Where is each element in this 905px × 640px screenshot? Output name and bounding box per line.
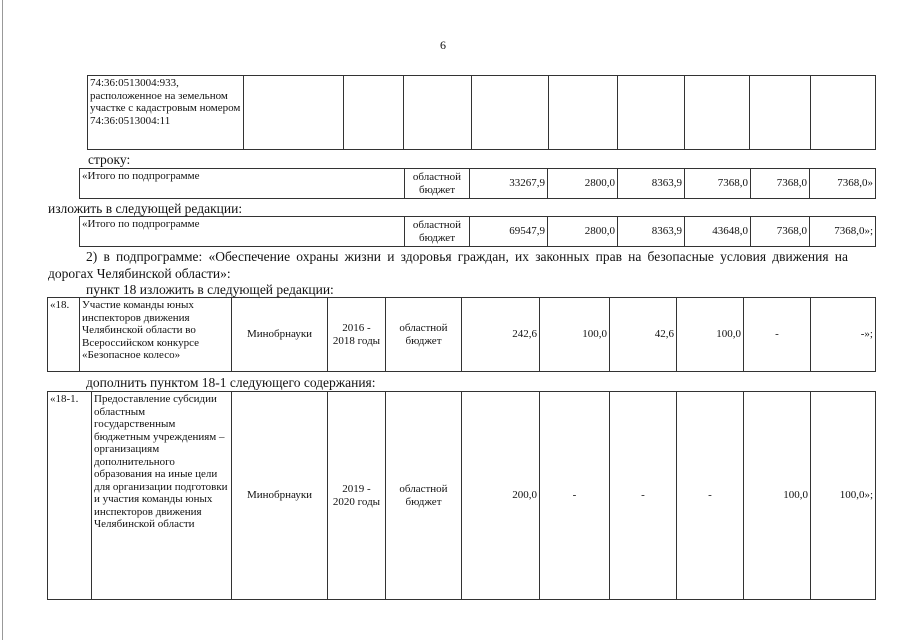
izlozhit-label: изложить в следующей редакции: bbox=[48, 201, 243, 216]
row-number: «18-1. bbox=[48, 392, 92, 600]
years: 2019 - 2020 годы bbox=[328, 392, 386, 600]
value-cell: 8363,9 bbox=[618, 217, 685, 247]
value-cell: 100,0»; bbox=[811, 392, 876, 600]
funding-source: областной бюджет bbox=[386, 298, 462, 372]
row-name: «Итого по подпрограмме bbox=[80, 217, 405, 247]
row-number: «18. bbox=[48, 298, 80, 372]
value-cell: 42,6 bbox=[610, 298, 677, 372]
value-cell: 7368,0 bbox=[685, 169, 751, 199]
row-name: Участие команды юных инспекторов движения Челябинской области во Всероссийском конкурсе «Безопасное колесо» bbox=[80, 298, 232, 372]
value-cell: 8363,9 bbox=[618, 169, 685, 199]
table-row bbox=[48, 298, 876, 372]
old-total-row-table bbox=[79, 168, 876, 199]
value-cell: 200,0 bbox=[462, 392, 540, 600]
value-cell: - bbox=[540, 392, 610, 600]
page-edge-rule bbox=[2, 0, 3, 640]
value-cell: -»; bbox=[811, 298, 876, 372]
executor: Минобрнауки bbox=[232, 298, 328, 372]
table-row bbox=[80, 217, 876, 247]
row-name: Предоставление субсидии областным государственным бюджетным учреждениям – организациям дополнительного образования на иные цели для организации подготовки и участия команды юных инспекторов движения Челябинской области bbox=[92, 392, 232, 600]
paragraph-2: 2) в подпрограмме: «Обеспечение охраны жизни и здоровья граждан, их законных прав на безопасные условия движения на дорогах Челябинской области»: bbox=[48, 249, 848, 281]
dopolnit-label: дополнить пунктом 18-1 следующего содержания: bbox=[86, 375, 376, 390]
funding-source: областной бюджет bbox=[405, 169, 470, 199]
row-18-table bbox=[47, 297, 876, 372]
object-name-cell: 74:36:0513004:933, расположенное на земельном участке с кадастровым номером 74:36:0513004:11 bbox=[88, 76, 244, 150]
stroku-label: строку: bbox=[88, 152, 131, 167]
funding-source: областной бюджет bbox=[386, 392, 462, 600]
value-cell: 7368,0 bbox=[751, 169, 810, 199]
value-cell: - bbox=[744, 298, 811, 372]
table-row bbox=[80, 169, 876, 199]
value-cell: 7368,0» bbox=[810, 169, 876, 199]
executor: Минобрнауки bbox=[232, 392, 328, 600]
value-cell: 33267,9 bbox=[470, 169, 548, 199]
value-cell: 100,0 bbox=[540, 298, 610, 372]
page-number: 6 bbox=[440, 38, 446, 52]
value-cell: 43648,0 bbox=[685, 217, 751, 247]
value-cell: 69547,9 bbox=[470, 217, 548, 247]
value-cell: 100,0 bbox=[677, 298, 744, 372]
row-18-1-table bbox=[47, 391, 876, 600]
value-cell: 2800,0 bbox=[548, 217, 618, 247]
value-cell: 2800,0 bbox=[548, 169, 618, 199]
value-cell: - bbox=[610, 392, 677, 600]
top-table-fragment bbox=[87, 75, 876, 150]
value-cell: 242,6 bbox=[462, 298, 540, 372]
value-cell: - bbox=[677, 392, 744, 600]
funding-source: областной бюджет bbox=[405, 217, 470, 247]
years: 2016 - 2018 годы bbox=[328, 298, 386, 372]
punkt-18-label: пункт 18 изложить в следующей редакции: bbox=[86, 282, 334, 297]
table-row bbox=[48, 392, 876, 600]
value-cell: 100,0 bbox=[744, 392, 811, 600]
row-name: «Итого по подпрограмме bbox=[80, 169, 405, 199]
value-cell: 7368,0 bbox=[751, 217, 810, 247]
new-total-row-table bbox=[79, 216, 876, 247]
value-cell: 7368,0»; bbox=[810, 217, 876, 247]
